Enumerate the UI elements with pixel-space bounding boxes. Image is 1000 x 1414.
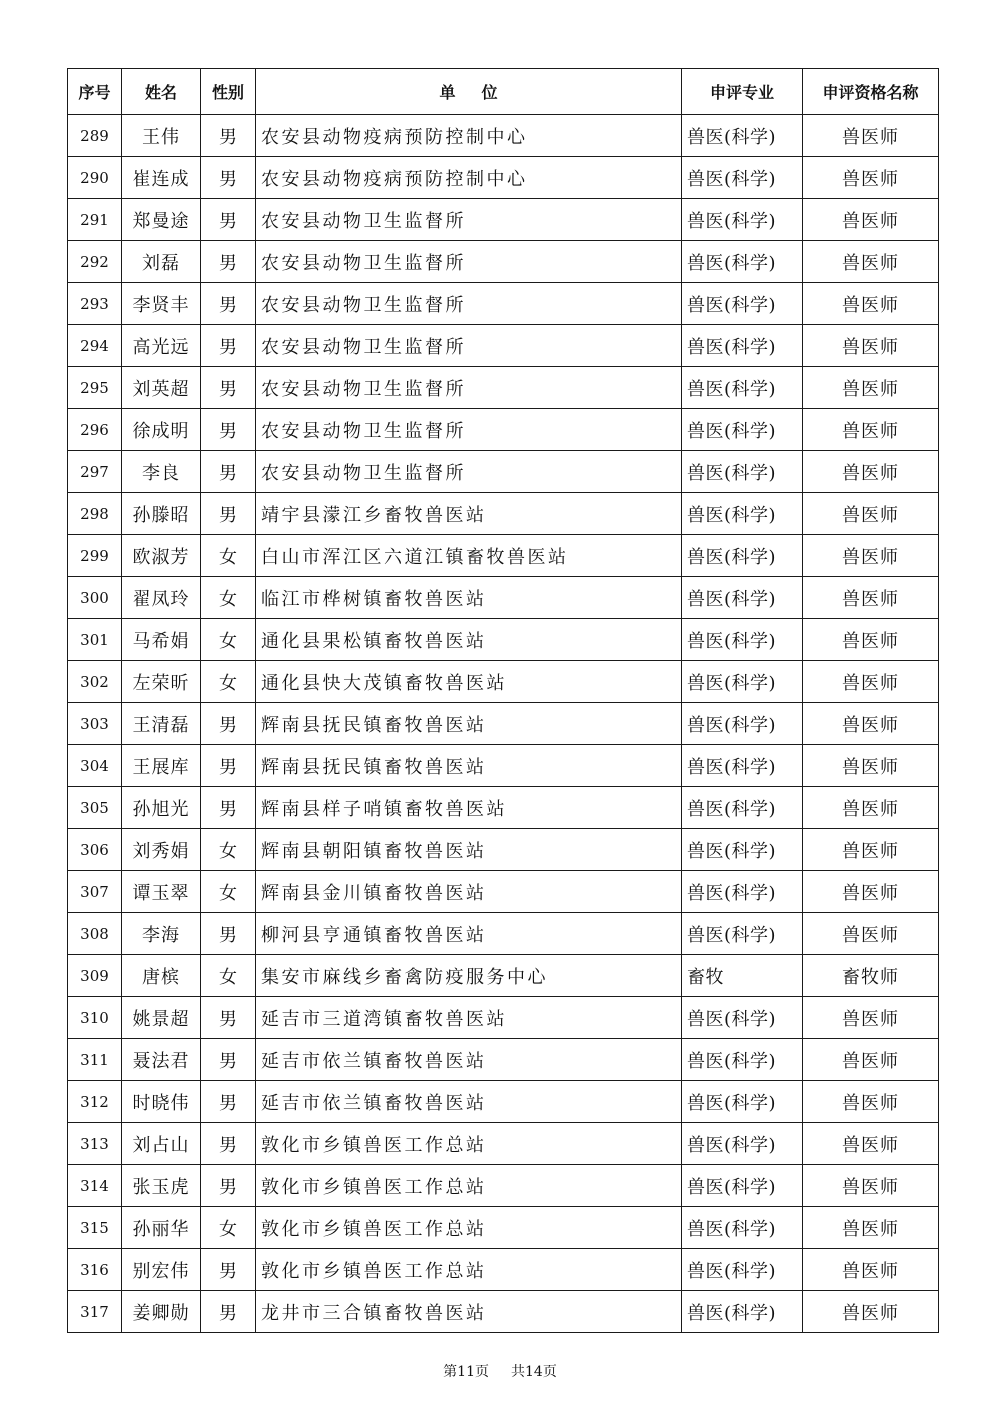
table-row (68, 913, 939, 955)
cell-unit: 通化县果松镇畜牧兽医站 (256, 619, 682, 661)
cell-unit: 辉南县朝阳镇畜牧兽医站 (256, 829, 682, 871)
cell-title: 兽医师 (803, 1123, 939, 1165)
cell-name: 王展库 (122, 745, 201, 787)
cell-sex: 男 (201, 1165, 256, 1207)
cell-title: 兽医师 (803, 199, 939, 241)
cell-major: 兽医(科学) (682, 661, 803, 703)
cell-unit: 农安县动物疫病预防控制中心 (256, 115, 682, 157)
cell-unit: 农安县动物卫生监督所 (256, 367, 682, 409)
cell-unit: 农安县动物疫病预防控制中心 (256, 157, 682, 199)
header-name: 姓名 (122, 69, 201, 115)
cell-title: 兽医师 (803, 1165, 939, 1207)
cell-unit: 农安县动物卫生监督所 (256, 451, 682, 493)
header-row (68, 69, 939, 115)
cell-major: 兽医(科学) (682, 241, 803, 283)
cell-title: 兽医师 (803, 493, 939, 535)
cell-name: 翟凤玲 (122, 577, 201, 619)
cell-unit: 农安县动物卫生监督所 (256, 241, 682, 283)
table-body (68, 115, 939, 1333)
cell-sex: 男 (201, 1039, 256, 1081)
cell-title: 兽医师 (803, 451, 939, 493)
cell-name: 王清磊 (122, 703, 201, 745)
cell-major: 兽医(科学) (682, 913, 803, 955)
cell-name: 孙丽华 (122, 1207, 201, 1249)
cell-major: 兽医(科学) (682, 535, 803, 577)
cell-sex: 女 (201, 1207, 256, 1249)
cell-major: 兽医(科学) (682, 1123, 803, 1165)
table-row (68, 619, 939, 661)
table-row (68, 955, 939, 997)
table-row (68, 1249, 939, 1291)
header-no: 序号 (68, 69, 122, 115)
table-row (68, 1081, 939, 1123)
cell-sex: 女 (201, 871, 256, 913)
cell-name: 刘占山 (122, 1123, 201, 1165)
cell-unit: 龙井市三合镇畜牧兽医站 (256, 1291, 682, 1333)
cell-unit: 辉南县抚民镇畜牧兽医站 (256, 745, 682, 787)
cell-sex: 男 (201, 241, 256, 283)
table-row (68, 493, 939, 535)
cell-major: 兽医(科学) (682, 325, 803, 367)
table-row (68, 535, 939, 577)
cell-name: 刘磊 (122, 241, 201, 283)
cell-major: 兽医(科学) (682, 367, 803, 409)
cell-title: 兽医师 (803, 661, 939, 703)
table-row (68, 409, 939, 451)
header-major: 申评专业 (682, 69, 803, 115)
cell-sex: 男 (201, 199, 256, 241)
cell-no: 317 (68, 1291, 122, 1333)
cell-no: 302 (68, 661, 122, 703)
cell-title: 兽医师 (803, 1039, 939, 1081)
cell-title: 兽医师 (803, 115, 939, 157)
cell-name: 李海 (122, 913, 201, 955)
cell-title: 兽医师 (803, 829, 939, 871)
table-row (68, 283, 939, 325)
cell-name: 郑曼途 (122, 199, 201, 241)
cell-title: 兽医师 (803, 1291, 939, 1333)
cell-name: 姜卿勋 (122, 1291, 201, 1333)
cell-sex: 男 (201, 913, 256, 955)
header-title: 申评资格名称 (803, 69, 939, 115)
table-row (68, 1291, 939, 1333)
cell-unit: 辉南县抚民镇畜牧兽医站 (256, 703, 682, 745)
cell-sex: 男 (201, 367, 256, 409)
cell-title: 兽医师 (803, 1249, 939, 1291)
cell-sex: 女 (201, 661, 256, 703)
cell-no: 310 (68, 997, 122, 1039)
cell-unit: 延吉市依兰镇畜牧兽医站 (256, 1081, 682, 1123)
cell-sex: 男 (201, 997, 256, 1039)
cell-no: 290 (68, 157, 122, 199)
table-row (68, 325, 939, 367)
cell-sex: 男 (201, 451, 256, 493)
table-row (68, 1123, 939, 1165)
cell-unit: 临江市桦树镇畜牧兽医站 (256, 577, 682, 619)
cell-unit: 敦化市乡镇兽医工作总站 (256, 1207, 682, 1249)
cell-name: 刘秀娟 (122, 829, 201, 871)
cell-major: 兽医(科学) (682, 493, 803, 535)
cell-no: 311 (68, 1039, 122, 1081)
cell-title: 兽医师 (803, 913, 939, 955)
cell-major: 兽医(科学) (682, 1207, 803, 1249)
cell-no: 308 (68, 913, 122, 955)
cell-name: 徐成明 (122, 409, 201, 451)
cell-sex: 男 (201, 493, 256, 535)
cell-name: 时晓伟 (122, 1081, 201, 1123)
table-row (68, 367, 939, 409)
cell-no: 293 (68, 283, 122, 325)
cell-major: 兽医(科学) (682, 787, 803, 829)
cell-no: 306 (68, 829, 122, 871)
cell-name: 孙旭光 (122, 787, 201, 829)
page-footer (0, 1361, 1000, 1381)
table-row (68, 661, 939, 703)
cell-title: 兽医师 (803, 787, 939, 829)
cell-no: 291 (68, 199, 122, 241)
cell-sex: 男 (201, 787, 256, 829)
cell-major: 兽医(科学) (682, 745, 803, 787)
cell-name: 李良 (122, 451, 201, 493)
cell-no: 292 (68, 241, 122, 283)
cell-major: 兽医(科学) (682, 577, 803, 619)
cell-no: 312 (68, 1081, 122, 1123)
table-row (68, 1165, 939, 1207)
cell-name: 别宏伟 (122, 1249, 201, 1291)
cell-major: 兽医(科学) (682, 703, 803, 745)
cell-unit: 农安县动物卫生监督所 (256, 199, 682, 241)
cell-no: 301 (68, 619, 122, 661)
cell-title: 兽医师 (803, 367, 939, 409)
table-row (68, 1039, 939, 1081)
cell-sex: 男 (201, 157, 256, 199)
cell-name: 唐槟 (122, 955, 201, 997)
cell-sex: 女 (201, 535, 256, 577)
cell-no: 309 (68, 955, 122, 997)
header-unit: 单位 (256, 69, 682, 115)
cell-unit: 通化县快大茂镇畜牧兽医站 (256, 661, 682, 703)
table-row (68, 241, 939, 283)
cell-no: 295 (68, 367, 122, 409)
cell-unit: 集安市麻线乡畜禽防疫服务中心 (256, 955, 682, 997)
cell-no: 315 (68, 1207, 122, 1249)
cell-major: 兽医(科学) (682, 997, 803, 1039)
cell-unit: 柳河县亨通镇畜牧兽医站 (256, 913, 682, 955)
table-row (68, 703, 939, 745)
cell-no: 294 (68, 325, 122, 367)
cell-major: 兽医(科学) (682, 1081, 803, 1123)
cell-title: 兽医师 (803, 577, 939, 619)
table-row (68, 829, 939, 871)
cell-major: 兽医(科学) (682, 829, 803, 871)
cell-unit: 农安县动物卫生监督所 (256, 283, 682, 325)
cell-major: 兽医(科学) (682, 199, 803, 241)
table-row (68, 199, 939, 241)
cell-unit: 辉南县金川镇畜牧兽医站 (256, 871, 682, 913)
cell-major: 兽医(科学) (682, 1291, 803, 1333)
cell-sex: 男 (201, 1291, 256, 1333)
table-row (68, 115, 939, 157)
cell-sex: 男 (201, 1249, 256, 1291)
cell-no: 303 (68, 703, 122, 745)
cell-name: 欧淑芳 (122, 535, 201, 577)
cell-major: 兽医(科学) (682, 871, 803, 913)
cell-title: 畜牧师 (803, 955, 939, 997)
cell-unit: 农安县动物卫生监督所 (256, 325, 682, 367)
cell-sex: 男 (201, 1123, 256, 1165)
table-row (68, 787, 939, 829)
cell-no: 297 (68, 451, 122, 493)
cell-name: 谭玉翠 (122, 871, 201, 913)
cell-sex: 男 (201, 703, 256, 745)
cell-major: 兽医(科学) (682, 451, 803, 493)
cell-no: 305 (68, 787, 122, 829)
table-row (68, 451, 939, 493)
cell-name: 李贤丰 (122, 283, 201, 325)
cell-title: 兽医师 (803, 619, 939, 661)
table-row (68, 871, 939, 913)
cell-title: 兽医师 (803, 703, 939, 745)
table-row (68, 745, 939, 787)
cell-no: 300 (68, 577, 122, 619)
roster-table (67, 68, 939, 1333)
table-row (68, 1207, 939, 1249)
cell-sex: 女 (201, 577, 256, 619)
cell-name: 刘英超 (122, 367, 201, 409)
cell-title: 兽医师 (803, 1207, 939, 1249)
cell-unit: 白山市浑江区六道江镇畜牧兽医站 (256, 535, 682, 577)
cell-no: 299 (68, 535, 122, 577)
cell-no: 313 (68, 1123, 122, 1165)
cell-unit: 延吉市三道湾镇畜牧兽医站 (256, 997, 682, 1039)
cell-title: 兽医师 (803, 409, 939, 451)
table-row (68, 997, 939, 1039)
cell-name: 聂法君 (122, 1039, 201, 1081)
cell-sex: 男 (201, 409, 256, 451)
header-sex: 性别 (201, 69, 256, 115)
cell-name: 姚景超 (122, 997, 201, 1039)
cell-major: 兽医(科学) (682, 283, 803, 325)
table-row (68, 157, 939, 199)
cell-no: 296 (68, 409, 122, 451)
cell-title: 兽医师 (803, 997, 939, 1039)
page-number: 第11页 (443, 1364, 489, 1380)
cell-sex: 男 (201, 283, 256, 325)
cell-no: 314 (68, 1165, 122, 1207)
cell-sex: 男 (201, 115, 256, 157)
cell-unit: 辉南县样子哨镇畜牧兽医站 (256, 787, 682, 829)
page-total: 共14页 (511, 1364, 557, 1380)
cell-major: 兽医(科学) (682, 1165, 803, 1207)
cell-unit: 敦化市乡镇兽医工作总站 (256, 1249, 682, 1291)
table-row (68, 577, 939, 619)
cell-unit: 靖宇县濛江乡畜牧兽医站 (256, 493, 682, 535)
cell-sex: 男 (201, 325, 256, 367)
cell-unit: 敦化市乡镇兽医工作总站 (256, 1165, 682, 1207)
cell-name: 孙滕昭 (122, 493, 201, 535)
cell-unit: 延吉市依兰镇畜牧兽医站 (256, 1039, 682, 1081)
cell-no: 298 (68, 493, 122, 535)
cell-title: 兽医师 (803, 871, 939, 913)
cell-no: 304 (68, 745, 122, 787)
cell-no: 316 (68, 1249, 122, 1291)
cell-title: 兽医师 (803, 283, 939, 325)
cell-name: 左荣昕 (122, 661, 201, 703)
cell-major: 兽医(科学) (682, 115, 803, 157)
cell-title: 兽医师 (803, 325, 939, 367)
cell-name: 崔连成 (122, 157, 201, 199)
cell-sex: 女 (201, 619, 256, 661)
cell-unit: 敦化市乡镇兽医工作总站 (256, 1123, 682, 1165)
cell-name: 张玉虎 (122, 1165, 201, 1207)
cell-major: 兽医(科学) (682, 409, 803, 451)
cell-title: 兽医师 (803, 745, 939, 787)
cell-title: 兽医师 (803, 1081, 939, 1123)
cell-sex: 女 (201, 829, 256, 871)
cell-major: 兽医(科学) (682, 157, 803, 199)
cell-title: 兽医师 (803, 535, 939, 577)
cell-name: 高光远 (122, 325, 201, 367)
cell-title: 兽医师 (803, 241, 939, 283)
cell-no: 289 (68, 115, 122, 157)
cell-major: 畜牧 (682, 955, 803, 997)
cell-major: 兽医(科学) (682, 1039, 803, 1081)
cell-sex: 男 (201, 1081, 256, 1123)
cell-sex: 男 (201, 745, 256, 787)
cell-title: 兽医师 (803, 157, 939, 199)
cell-no: 307 (68, 871, 122, 913)
cell-major: 兽医(科学) (682, 619, 803, 661)
cell-name: 马希娟 (122, 619, 201, 661)
cell-unit: 农安县动物卫生监督所 (256, 409, 682, 451)
cell-name: 王伟 (122, 115, 201, 157)
cell-sex: 女 (201, 955, 256, 997)
cell-major: 兽医(科学) (682, 1249, 803, 1291)
table-header (68, 69, 939, 115)
